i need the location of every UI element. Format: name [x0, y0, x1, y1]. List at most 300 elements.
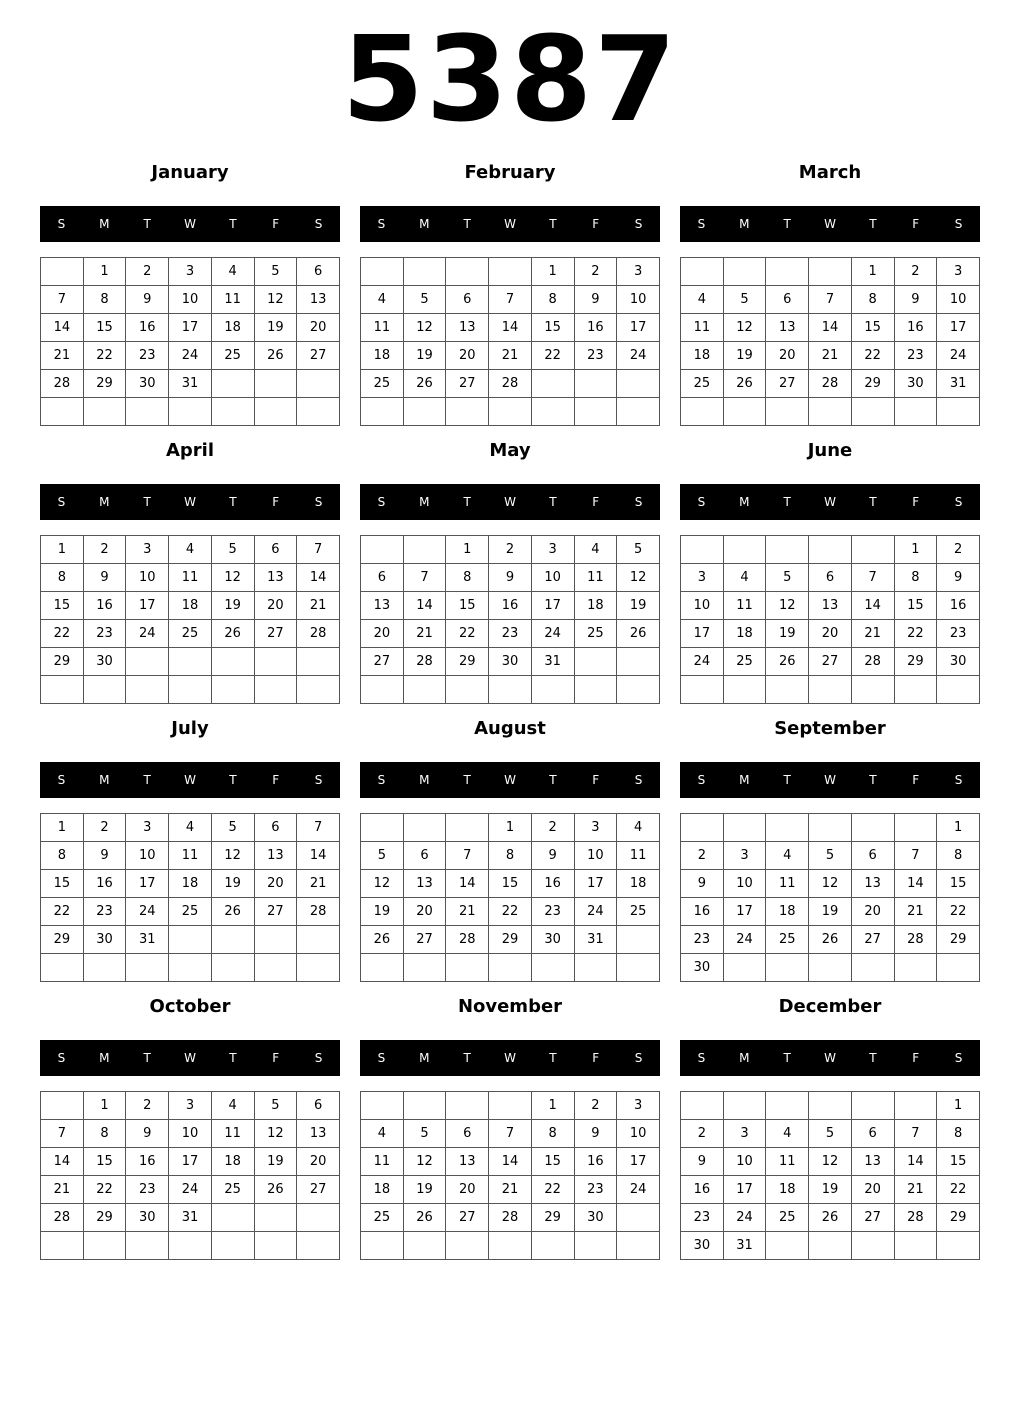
weekday-label: W — [824, 1051, 836, 1065]
day-cell: 17 — [617, 1148, 660, 1176]
empty-cell — [41, 258, 84, 286]
day-cell: 12 — [723, 314, 766, 342]
day-cell: 6 — [403, 842, 446, 870]
empty-cell — [809, 1092, 852, 1120]
day-cell: 6 — [446, 1120, 489, 1148]
day-cell: 30 — [894, 370, 937, 398]
day-cell: 27 — [809, 648, 852, 676]
day-cell: 17 — [937, 314, 980, 342]
empty-cell — [446, 258, 489, 286]
day-cell: 21 — [809, 342, 852, 370]
day-cell: 25 — [169, 898, 212, 926]
weekday-label: S — [697, 773, 706, 787]
day-cell: 1 — [851, 258, 894, 286]
weekday-header — [40, 484, 340, 520]
day-cell: 26 — [403, 370, 446, 398]
day-cell: 26 — [766, 648, 809, 676]
week-row — [681, 1204, 980, 1232]
day-grid — [680, 257, 980, 426]
week-row — [681, 1092, 980, 1120]
day-cell: 17 — [723, 1176, 766, 1204]
day-cell: 2 — [126, 258, 169, 286]
empty-cell — [211, 926, 254, 954]
empty-cell — [361, 258, 404, 286]
week-row — [41, 314, 340, 342]
empty-cell — [446, 398, 489, 426]
empty-cell — [617, 398, 660, 426]
empty-cell — [617, 1204, 660, 1232]
day-cell: 23 — [126, 1176, 169, 1204]
day-cell: 19 — [766, 620, 809, 648]
empty-cell — [489, 258, 532, 286]
day-cell: 20 — [254, 870, 297, 898]
day-cell: 24 — [169, 1176, 212, 1204]
day-cell: 1 — [446, 536, 489, 564]
week-row — [361, 954, 660, 982]
weekday-label: S — [314, 495, 323, 509]
weekday-label: W — [184, 773, 196, 787]
empty-cell — [489, 1232, 532, 1260]
weekday-label: M — [99, 1051, 110, 1065]
day-cell: 7 — [41, 286, 84, 314]
day-cell: 6 — [297, 1092, 340, 1120]
weekday-label: T — [869, 1051, 877, 1065]
weekday-header — [40, 762, 340, 798]
week-row — [361, 1120, 660, 1148]
week-row — [681, 1176, 980, 1204]
day-cell: 1 — [937, 1092, 980, 1120]
day-cell: 30 — [83, 926, 126, 954]
day-cell: 21 — [403, 620, 446, 648]
day-cell: 10 — [126, 564, 169, 592]
day-cell: 7 — [489, 286, 532, 314]
day-cell: 9 — [937, 564, 980, 592]
day-cell: 22 — [446, 620, 489, 648]
empty-cell — [211, 1232, 254, 1260]
weekday-label: T — [869, 217, 877, 231]
day-cell: 21 — [297, 592, 340, 620]
month-name: February — [464, 162, 556, 183]
day-cell: 26 — [211, 898, 254, 926]
week-row — [681, 1232, 980, 1260]
week-row — [361, 1092, 660, 1120]
weekday-label: W — [824, 217, 836, 231]
day-cell: 4 — [169, 814, 212, 842]
day-cell: 7 — [297, 814, 340, 842]
week-row — [41, 536, 340, 564]
weekday-label: S — [697, 1051, 706, 1065]
empty-cell — [361, 814, 404, 842]
day-cell: 28 — [809, 370, 852, 398]
weekday-label: S — [954, 1051, 963, 1065]
weekday-label: W — [824, 773, 836, 787]
day-cell: 4 — [361, 1120, 404, 1148]
weekday-label: T — [463, 495, 471, 509]
empty-cell — [766, 398, 809, 426]
day-cell: 19 — [403, 342, 446, 370]
weekday-label: W — [824, 495, 836, 509]
day-cell: 20 — [254, 592, 297, 620]
week-row — [41, 1120, 340, 1148]
day-cell: 4 — [617, 814, 660, 842]
day-cell: 7 — [297, 536, 340, 564]
weekday-label: M — [739, 217, 750, 231]
day-cell: 22 — [83, 1176, 126, 1204]
empty-cell — [41, 954, 84, 982]
week-row — [41, 564, 340, 592]
day-cell: 9 — [531, 842, 574, 870]
empty-cell — [766, 1092, 809, 1120]
day-cell: 11 — [766, 870, 809, 898]
empty-cell — [83, 676, 126, 704]
day-cell: 21 — [894, 898, 937, 926]
day-cell: 9 — [681, 870, 724, 898]
empty-cell — [723, 398, 766, 426]
day-cell: 22 — [894, 620, 937, 648]
day-cell: 11 — [169, 842, 212, 870]
day-cell: 19 — [403, 1176, 446, 1204]
empty-cell — [83, 1232, 126, 1260]
empty-cell — [851, 398, 894, 426]
weekday-label: M — [419, 1051, 430, 1065]
day-cell: 23 — [83, 898, 126, 926]
weekday-label: S — [377, 217, 386, 231]
day-cell: 17 — [126, 870, 169, 898]
day-grid — [680, 535, 980, 704]
day-cell: 26 — [254, 342, 297, 370]
day-cell: 10 — [723, 870, 766, 898]
day-cell: 15 — [446, 592, 489, 620]
day-cell: 29 — [894, 648, 937, 676]
empty-cell — [766, 536, 809, 564]
day-cell: 24 — [937, 342, 980, 370]
day-cell: 26 — [211, 620, 254, 648]
day-cell: 26 — [254, 1176, 297, 1204]
day-cell: 28 — [41, 370, 84, 398]
weekday-label: T — [463, 1051, 471, 1065]
weekday-label: W — [504, 217, 516, 231]
week-row — [361, 898, 660, 926]
day-cell: 25 — [361, 1204, 404, 1232]
day-cell: 22 — [489, 898, 532, 926]
day-cell: 1 — [83, 1092, 126, 1120]
day-cell: 27 — [446, 370, 489, 398]
day-cell: 4 — [361, 286, 404, 314]
day-cell: 2 — [681, 842, 724, 870]
weekday-label: T — [143, 217, 151, 231]
week-row — [681, 814, 980, 842]
empty-cell — [361, 954, 404, 982]
empty-cell — [809, 814, 852, 842]
day-cell: 12 — [254, 1120, 297, 1148]
weekday-label: F — [272, 773, 280, 787]
empty-cell — [574, 676, 617, 704]
day-cell: 6 — [297, 258, 340, 286]
week-row — [361, 398, 660, 426]
weekday-label: F — [592, 495, 600, 509]
empty-cell — [403, 954, 446, 982]
weekday-label: T — [783, 773, 791, 787]
day-cell: 12 — [809, 1148, 852, 1176]
weekday-label: M — [419, 495, 430, 509]
empty-cell — [211, 676, 254, 704]
day-cell: 30 — [126, 1204, 169, 1232]
weekday-label: M — [99, 217, 110, 231]
week-row — [361, 536, 660, 564]
day-cell: 29 — [937, 926, 980, 954]
weekday-label: F — [272, 495, 280, 509]
empty-cell — [446, 676, 489, 704]
day-cell: 25 — [211, 342, 254, 370]
weekday-label: F — [912, 495, 920, 509]
day-cell: 28 — [489, 370, 532, 398]
empty-cell — [211, 398, 254, 426]
week-row — [681, 370, 980, 398]
week-row — [41, 898, 340, 926]
empty-cell — [894, 398, 937, 426]
day-cell: 27 — [766, 370, 809, 398]
day-cell: 27 — [297, 1176, 340, 1204]
week-row — [41, 592, 340, 620]
day-cell: 24 — [531, 620, 574, 648]
empty-cell — [937, 1232, 980, 1260]
empty-cell — [937, 398, 980, 426]
month-name: December — [778, 996, 882, 1017]
day-grid — [40, 813, 340, 982]
day-cell: 6 — [851, 842, 894, 870]
week-row — [681, 842, 980, 870]
empty-cell — [254, 676, 297, 704]
week-row — [361, 814, 660, 842]
day-cell: 12 — [211, 842, 254, 870]
empty-cell — [531, 370, 574, 398]
day-cell: 2 — [489, 536, 532, 564]
day-cell: 24 — [723, 926, 766, 954]
empty-cell — [766, 814, 809, 842]
empty-cell — [169, 926, 212, 954]
day-cell: 16 — [531, 870, 574, 898]
day-cell: 16 — [937, 592, 980, 620]
empty-cell — [851, 1092, 894, 1120]
day-cell: 29 — [41, 648, 84, 676]
day-cell: 23 — [574, 1176, 617, 1204]
day-cell: 22 — [937, 898, 980, 926]
day-cell: 5 — [211, 536, 254, 564]
week-row — [41, 1176, 340, 1204]
day-cell: 3 — [169, 258, 212, 286]
day-cell: 13 — [254, 564, 297, 592]
day-cell: 19 — [809, 898, 852, 926]
empty-cell — [574, 954, 617, 982]
empty-cell — [254, 926, 297, 954]
day-grid — [360, 813, 660, 982]
day-cell: 14 — [489, 314, 532, 342]
weekday-label: F — [592, 1051, 600, 1065]
day-cell: 23 — [894, 342, 937, 370]
day-cell: 13 — [809, 592, 852, 620]
day-cell: 28 — [403, 648, 446, 676]
week-row — [41, 286, 340, 314]
day-cell: 16 — [681, 898, 724, 926]
day-cell: 27 — [254, 898, 297, 926]
week-row — [361, 1176, 660, 1204]
empty-cell — [809, 536, 852, 564]
weekday-label: S — [634, 773, 643, 787]
empty-cell — [894, 1092, 937, 1120]
day-cell: 25 — [211, 1176, 254, 1204]
empty-cell — [297, 370, 340, 398]
week-row — [361, 870, 660, 898]
weekday-label: S — [634, 1051, 643, 1065]
day-cell: 6 — [254, 814, 297, 842]
day-grid — [680, 1091, 980, 1260]
day-cell: 10 — [617, 1120, 660, 1148]
day-cell: 25 — [617, 898, 660, 926]
day-cell: 8 — [41, 842, 84, 870]
week-row — [41, 926, 340, 954]
day-cell: 29 — [531, 1204, 574, 1232]
day-cell: 16 — [489, 592, 532, 620]
day-cell: 28 — [446, 926, 489, 954]
day-cell: 8 — [894, 564, 937, 592]
day-cell: 26 — [361, 926, 404, 954]
day-cell: 15 — [41, 870, 84, 898]
empty-cell — [211, 370, 254, 398]
day-cell: 2 — [83, 814, 126, 842]
day-cell: 6 — [766, 286, 809, 314]
weekday-label: T — [463, 217, 471, 231]
day-cell: 26 — [403, 1204, 446, 1232]
day-cell: 30 — [83, 648, 126, 676]
day-cell: 25 — [723, 648, 766, 676]
day-cell: 15 — [894, 592, 937, 620]
day-cell: 1 — [894, 536, 937, 564]
day-cell: 10 — [169, 1120, 212, 1148]
week-row — [681, 564, 980, 592]
day-cell: 22 — [41, 620, 84, 648]
week-row — [41, 258, 340, 286]
day-cell: 10 — [169, 286, 212, 314]
day-cell: 6 — [851, 1120, 894, 1148]
week-row — [361, 842, 660, 870]
day-cell: 12 — [766, 592, 809, 620]
day-cell: 22 — [851, 342, 894, 370]
weekday-label: T — [549, 495, 557, 509]
week-row — [41, 370, 340, 398]
day-cell: 21 — [894, 1176, 937, 1204]
empty-cell — [531, 1232, 574, 1260]
empty-cell — [83, 398, 126, 426]
day-cell: 18 — [211, 314, 254, 342]
day-cell: 8 — [937, 1120, 980, 1148]
day-cell: 6 — [446, 286, 489, 314]
week-row — [681, 870, 980, 898]
day-cell: 5 — [254, 1092, 297, 1120]
weekday-header — [40, 206, 340, 242]
day-cell: 23 — [83, 620, 126, 648]
day-cell: 31 — [531, 648, 574, 676]
empty-cell — [297, 398, 340, 426]
empty-cell — [766, 1232, 809, 1260]
day-cell: 7 — [851, 564, 894, 592]
empty-cell — [297, 676, 340, 704]
day-cell: 29 — [489, 926, 532, 954]
day-cell: 3 — [531, 536, 574, 564]
day-cell: 24 — [574, 898, 617, 926]
day-cell: 4 — [766, 842, 809, 870]
day-cell: 2 — [894, 258, 937, 286]
day-cell: 15 — [83, 1148, 126, 1176]
day-cell: 11 — [766, 1148, 809, 1176]
day-cell: 17 — [574, 870, 617, 898]
day-cell: 8 — [531, 286, 574, 314]
day-cell: 5 — [809, 842, 852, 870]
day-cell: 10 — [723, 1148, 766, 1176]
week-row — [681, 1120, 980, 1148]
empty-cell — [403, 536, 446, 564]
day-cell: 20 — [297, 314, 340, 342]
day-cell: 3 — [681, 564, 724, 592]
day-cell: 21 — [297, 870, 340, 898]
weekday-header — [360, 762, 660, 798]
day-cell: 28 — [894, 1204, 937, 1232]
day-cell: 4 — [211, 258, 254, 286]
weekday-label: S — [377, 495, 386, 509]
empty-cell — [169, 1232, 212, 1260]
week-row — [41, 814, 340, 842]
day-cell: 19 — [254, 314, 297, 342]
day-cell: 19 — [617, 592, 660, 620]
day-cell: 17 — [617, 314, 660, 342]
day-cell: 30 — [681, 1232, 724, 1260]
day-cell: 20 — [809, 620, 852, 648]
week-row — [681, 258, 980, 286]
empty-cell — [403, 676, 446, 704]
weekday-label: S — [314, 217, 323, 231]
weekday-label: M — [739, 495, 750, 509]
month-name: March — [798, 162, 862, 183]
day-cell: 16 — [574, 314, 617, 342]
empty-cell — [83, 954, 126, 982]
empty-cell — [403, 814, 446, 842]
empty-cell — [126, 954, 169, 982]
day-cell: 15 — [937, 870, 980, 898]
empty-cell — [617, 370, 660, 398]
weekday-label: F — [912, 1051, 920, 1065]
day-cell: 15 — [531, 1148, 574, 1176]
day-cell: 6 — [254, 536, 297, 564]
empty-cell — [211, 648, 254, 676]
day-cell: 25 — [169, 620, 212, 648]
day-grid — [40, 257, 340, 426]
day-cell: 20 — [851, 1176, 894, 1204]
weekday-label: F — [912, 217, 920, 231]
month-name: August — [474, 718, 546, 739]
empty-cell — [297, 926, 340, 954]
day-cell: 5 — [254, 258, 297, 286]
empty-cell — [297, 1204, 340, 1232]
day-cell: 9 — [126, 286, 169, 314]
weekday-label: M — [99, 495, 110, 509]
day-cell: 22 — [531, 1176, 574, 1204]
empty-cell — [41, 1232, 84, 1260]
weekday-label: S — [314, 773, 323, 787]
empty-cell — [489, 954, 532, 982]
day-cell: 17 — [531, 592, 574, 620]
day-cell: 22 — [531, 342, 574, 370]
week-row — [41, 870, 340, 898]
day-cell: 19 — [211, 870, 254, 898]
